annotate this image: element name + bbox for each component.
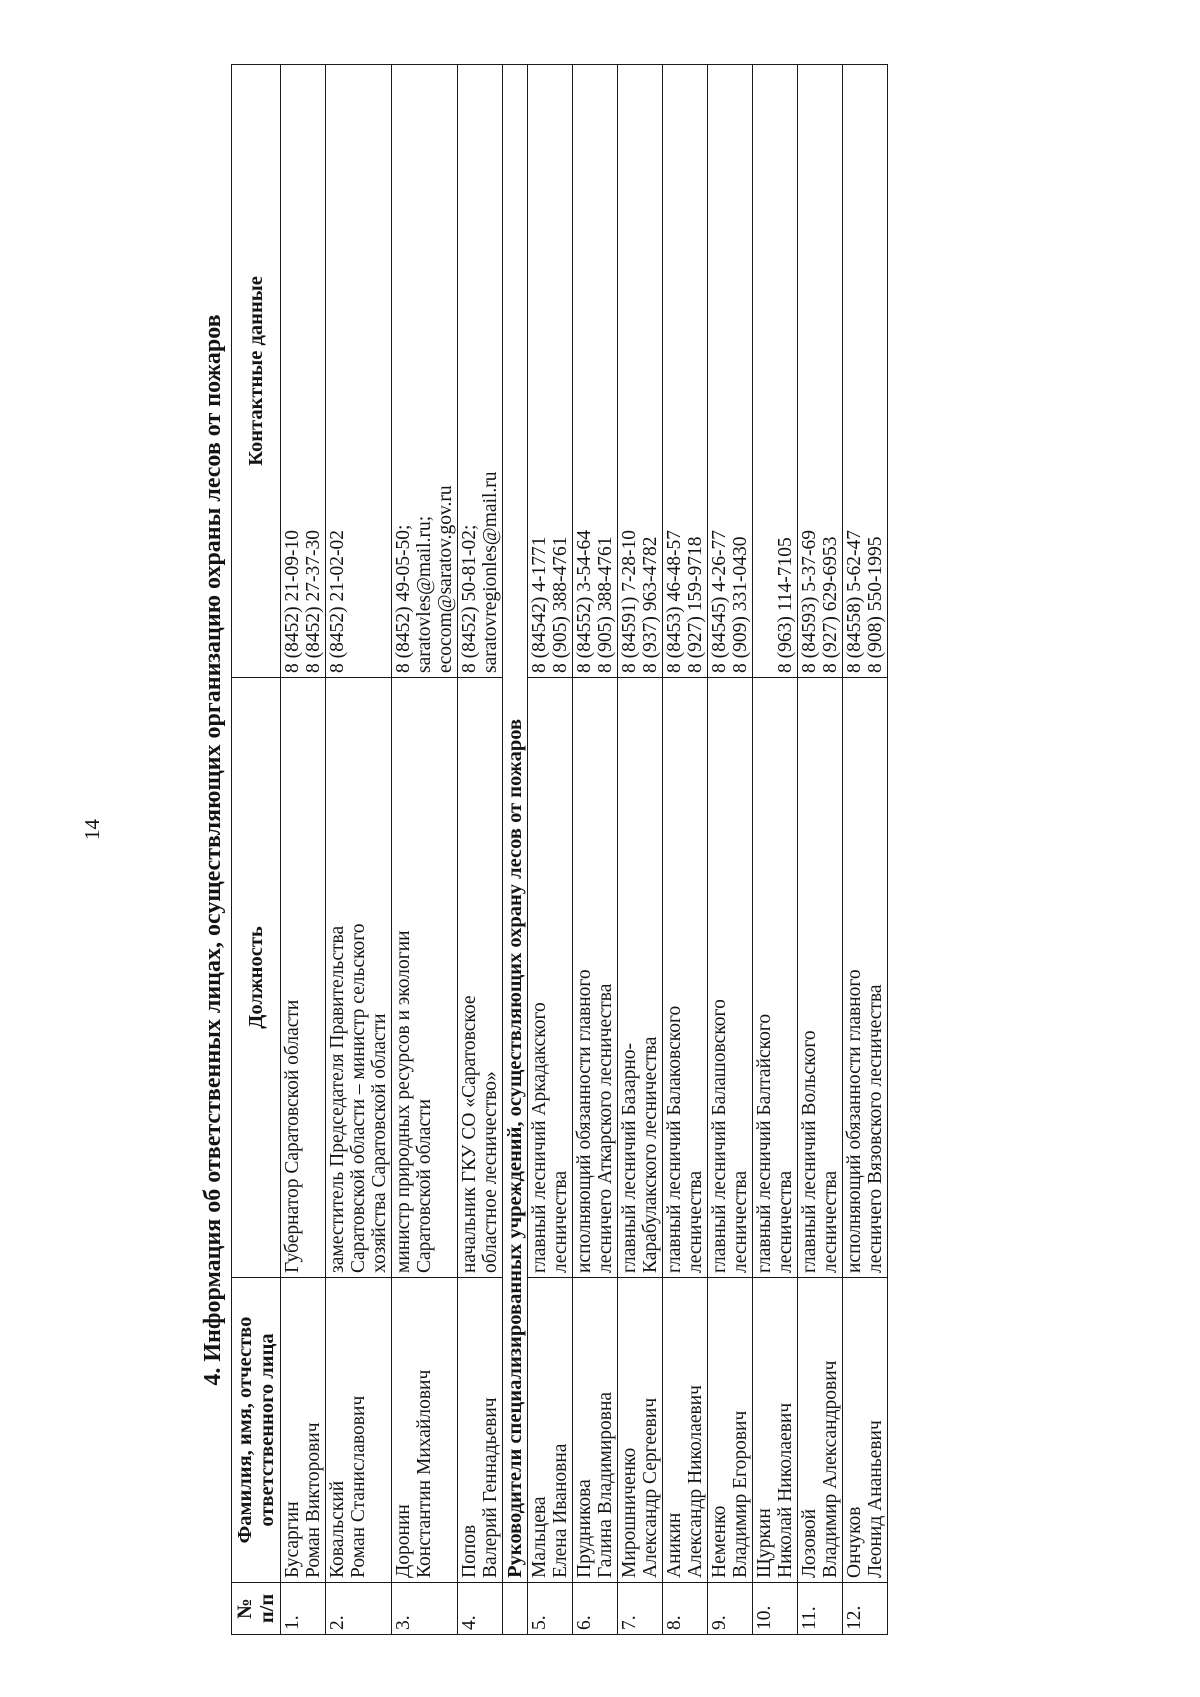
person-name-line: Попов bbox=[459, 1524, 480, 1578]
position-line: заместитель Председателя Правительства bbox=[327, 925, 348, 1273]
position-cell bbox=[458, 678, 503, 1278]
position-line: главный лесничий Базарно- bbox=[619, 1042, 640, 1273]
table-row bbox=[458, 65, 503, 1635]
person-name-line: Доронин bbox=[393, 1504, 414, 1578]
person-name-line: Роман Викторович bbox=[303, 1422, 324, 1578]
person-name-line: Николай Николаевич bbox=[775, 1402, 796, 1578]
position-cell bbox=[392, 678, 458, 1278]
contact-line: 8 (905) 388-4761 bbox=[550, 536, 571, 673]
contact-line: 8 (84542) 4-1771 bbox=[529, 536, 550, 673]
header-position: Должность bbox=[232, 678, 281, 1278]
position-line: лесничего Вязовского лесничества bbox=[865, 984, 886, 1273]
row-number: 11. bbox=[798, 1583, 843, 1635]
person-name-line: Леонид Ананьевич bbox=[865, 1420, 886, 1578]
contact-line: 8 (84593) 5-37-69 bbox=[799, 530, 820, 673]
person-name-line: Роман Станиславович bbox=[348, 1395, 369, 1578]
section-heading-row bbox=[503, 65, 528, 1635]
table-row bbox=[843, 65, 888, 1635]
table-row bbox=[663, 65, 708, 1635]
position-line: исполняющий обязанности главного bbox=[844, 969, 865, 1273]
position-cell bbox=[843, 678, 888, 1278]
table-header-row bbox=[232, 65, 281, 1635]
person-name-cell bbox=[326, 1278, 392, 1583]
position-line: Губернатор Саратовской области bbox=[282, 999, 303, 1273]
person-name-cell bbox=[798, 1278, 843, 1583]
person-name-line: Неменко bbox=[709, 1505, 730, 1578]
position-line: главный лесничий Балаковского bbox=[664, 1005, 685, 1273]
person-name-cell bbox=[281, 1278, 326, 1583]
table-row bbox=[528, 65, 573, 1635]
contact-line: 8 (8452) 49-05-50; bbox=[393, 524, 414, 673]
table-row bbox=[281, 65, 326, 1635]
position-line: исполняющий обязанности главного bbox=[574, 969, 595, 1273]
contact-line: saratovles@mail.ru; bbox=[414, 515, 435, 673]
position-line: главный лесничий Аркадакского bbox=[529, 1002, 550, 1273]
contact-line: 8 (84558) 5-62-47 bbox=[844, 530, 865, 673]
table-row bbox=[798, 65, 843, 1635]
position-line: лесничества bbox=[775, 1170, 796, 1273]
document-title: 4. Информация об ответственных лицах, осуществляющих организацию охраны лесов от пожаров bbox=[200, 314, 226, 1386]
contact-line: 8 (84545) 4-26-77 bbox=[709, 530, 730, 673]
table-row bbox=[326, 65, 392, 1635]
responsible-persons-table bbox=[231, 64, 888, 1635]
contact-line: 8 (8452) 50-81-02; bbox=[459, 524, 480, 673]
position-line: Карабулакского лесничества bbox=[640, 1036, 661, 1273]
person-name-cell bbox=[708, 1278, 753, 1583]
table-row bbox=[392, 65, 458, 1635]
position-line: лесничества bbox=[685, 1170, 706, 1273]
person-name-line: Мальцева bbox=[529, 1496, 550, 1578]
row-number: 4. bbox=[458, 1583, 503, 1635]
table-row bbox=[618, 65, 663, 1635]
contacts-cell bbox=[843, 65, 888, 678]
contact-line: 8 (937) 963-4782 bbox=[640, 536, 661, 673]
contact-line: 8 (963) 114-7105 bbox=[775, 537, 796, 673]
position-cell bbox=[753, 678, 798, 1278]
contact-line bbox=[754, 69, 775, 673]
table-row bbox=[753, 65, 798, 1635]
person-name-line: Ковальский bbox=[327, 1480, 348, 1578]
position-cell bbox=[326, 678, 392, 1278]
row-number: 1. bbox=[281, 1583, 326, 1635]
person-name-line: Валерий Геннадьевич bbox=[480, 1397, 501, 1578]
contact-line: 8 (909) 331-0430 bbox=[730, 536, 751, 673]
contacts-cell bbox=[392, 65, 458, 678]
contacts-cell bbox=[528, 65, 573, 678]
position-line: министр природных ресурсов и экологии bbox=[393, 930, 414, 1273]
contact-line: 8 (84591) 7-28-10 bbox=[619, 530, 640, 673]
row-number: 8. bbox=[663, 1583, 708, 1635]
person-name-line: Прудникова bbox=[574, 1479, 595, 1578]
person-name-cell bbox=[843, 1278, 888, 1583]
person-name-cell bbox=[573, 1278, 618, 1583]
person-name-cell bbox=[663, 1278, 708, 1583]
contact-line: 8 (8453) 46-48-57 bbox=[664, 530, 685, 673]
person-name-line: Аникин bbox=[664, 1512, 685, 1578]
contacts-cell bbox=[326, 65, 392, 678]
contact-line: saratovregionles@mail.ru bbox=[480, 471, 501, 673]
position-cell bbox=[618, 678, 663, 1278]
contact-line: 8 (8452) 21-09-10 bbox=[282, 530, 303, 673]
position-line: областное лесничество» bbox=[480, 1071, 501, 1273]
person-name-cell bbox=[458, 1278, 503, 1583]
position-line: главный лесничий Балтайского bbox=[754, 1013, 775, 1273]
person-name-line: Владимир Александрович bbox=[820, 1360, 841, 1578]
contacts-cell bbox=[281, 65, 326, 678]
person-name-cell bbox=[753, 1278, 798, 1583]
person-name-line: Ончуков bbox=[844, 1506, 865, 1578]
header-full-name: Фамилия, имя, отчество ответственного лица bbox=[232, 1278, 281, 1583]
contacts-cell bbox=[708, 65, 753, 678]
contact-line: 8 (84552) 3-54-64 bbox=[574, 530, 595, 673]
section-heading-number-cell bbox=[503, 1583, 528, 1635]
table-row bbox=[708, 65, 753, 1635]
person-name-cell bbox=[392, 1278, 458, 1583]
contacts-cell bbox=[663, 65, 708, 678]
row-number: 6. bbox=[573, 1583, 618, 1635]
position-line: лесничества bbox=[550, 1170, 571, 1273]
position-line: Саратовской области bbox=[414, 1098, 435, 1273]
position-line: хозяйства Саратовской области bbox=[369, 1013, 390, 1273]
position-line: главный лесничий Вольского bbox=[799, 1030, 820, 1273]
contact-line: 8 (927) 159-9718 bbox=[685, 536, 706, 673]
table-body-section bbox=[503, 65, 528, 1635]
header-number: № п/п bbox=[232, 1583, 281, 1635]
person-name-line: Щуркин bbox=[754, 1508, 775, 1578]
row-number: 10. bbox=[753, 1583, 798, 1635]
row-number: 5. bbox=[528, 1583, 573, 1635]
position-cell bbox=[281, 678, 326, 1278]
person-name-line: Елена Ивановна bbox=[550, 1443, 571, 1578]
person-name-line: Бусаргин bbox=[282, 1501, 303, 1578]
header-contacts: Контактные данные bbox=[232, 65, 281, 678]
position-cell bbox=[798, 678, 843, 1278]
position-line: главный лесничий Балашовского bbox=[709, 999, 730, 1273]
person-name-line: Владимир Егорович bbox=[730, 1410, 751, 1578]
contact-line: 8 (927) 629-6953 bbox=[820, 536, 841, 673]
row-number: 3. bbox=[392, 1583, 458, 1635]
contacts-cell bbox=[573, 65, 618, 678]
position-cell bbox=[708, 678, 753, 1278]
row-number: 7. bbox=[618, 1583, 663, 1635]
table-body-forest-managers bbox=[528, 65, 888, 1635]
person-name-line: Галина Владимировна bbox=[595, 1391, 616, 1578]
person-name-line: Александр Сергеевич bbox=[640, 1397, 661, 1578]
person-name-line: Константин Михайлович bbox=[414, 1369, 435, 1578]
position-line: Саратовской области – министр сельского bbox=[348, 923, 369, 1273]
contacts-cell bbox=[798, 65, 843, 678]
contact-line: ecocom@saratov.gov.ru bbox=[435, 485, 456, 673]
position-line: лесничего Аткарского лесничества bbox=[595, 983, 616, 1273]
contact-line: 8 (8452) 27-37-30 bbox=[303, 530, 324, 673]
contact-line: 8 (8452) 21-02-02 bbox=[327, 530, 348, 673]
position-line: начальник ГКУ СО «Саратовское bbox=[459, 995, 480, 1273]
row-number: 12. bbox=[843, 1583, 888, 1635]
contacts-cell bbox=[458, 65, 503, 678]
person-name-line: Мирошниченко bbox=[619, 1447, 640, 1578]
row-number: 9. bbox=[708, 1583, 753, 1635]
person-name-cell bbox=[528, 1278, 573, 1583]
rotated-page-content bbox=[195, 65, 1200, 1635]
contact-line: 8 (905) 388-4761 bbox=[595, 536, 616, 673]
contacts-cell bbox=[618, 65, 663, 678]
person-name-cell bbox=[618, 1278, 663, 1583]
contact-line: 8 (908) 550-1995 bbox=[865, 536, 886, 673]
contacts-cell bbox=[753, 65, 798, 678]
position-line: лесничества bbox=[730, 1170, 751, 1273]
row-number: 2. bbox=[326, 1583, 392, 1635]
table-body-officials bbox=[281, 65, 503, 1635]
person-name-line: Лозовой bbox=[799, 1508, 820, 1578]
position-cell bbox=[528, 678, 573, 1278]
position-cell bbox=[663, 678, 708, 1278]
person-name-line: Александр Николаевич bbox=[685, 1385, 706, 1578]
position-cell bbox=[573, 678, 618, 1278]
page-number: 14 bbox=[80, 819, 104, 840]
position-line: лесничества bbox=[820, 1170, 841, 1273]
table-row bbox=[573, 65, 618, 1635]
section-heading: Руководители специализированных учреждений, осуществляющих охрану лесов от пожаров bbox=[503, 65, 528, 1583]
